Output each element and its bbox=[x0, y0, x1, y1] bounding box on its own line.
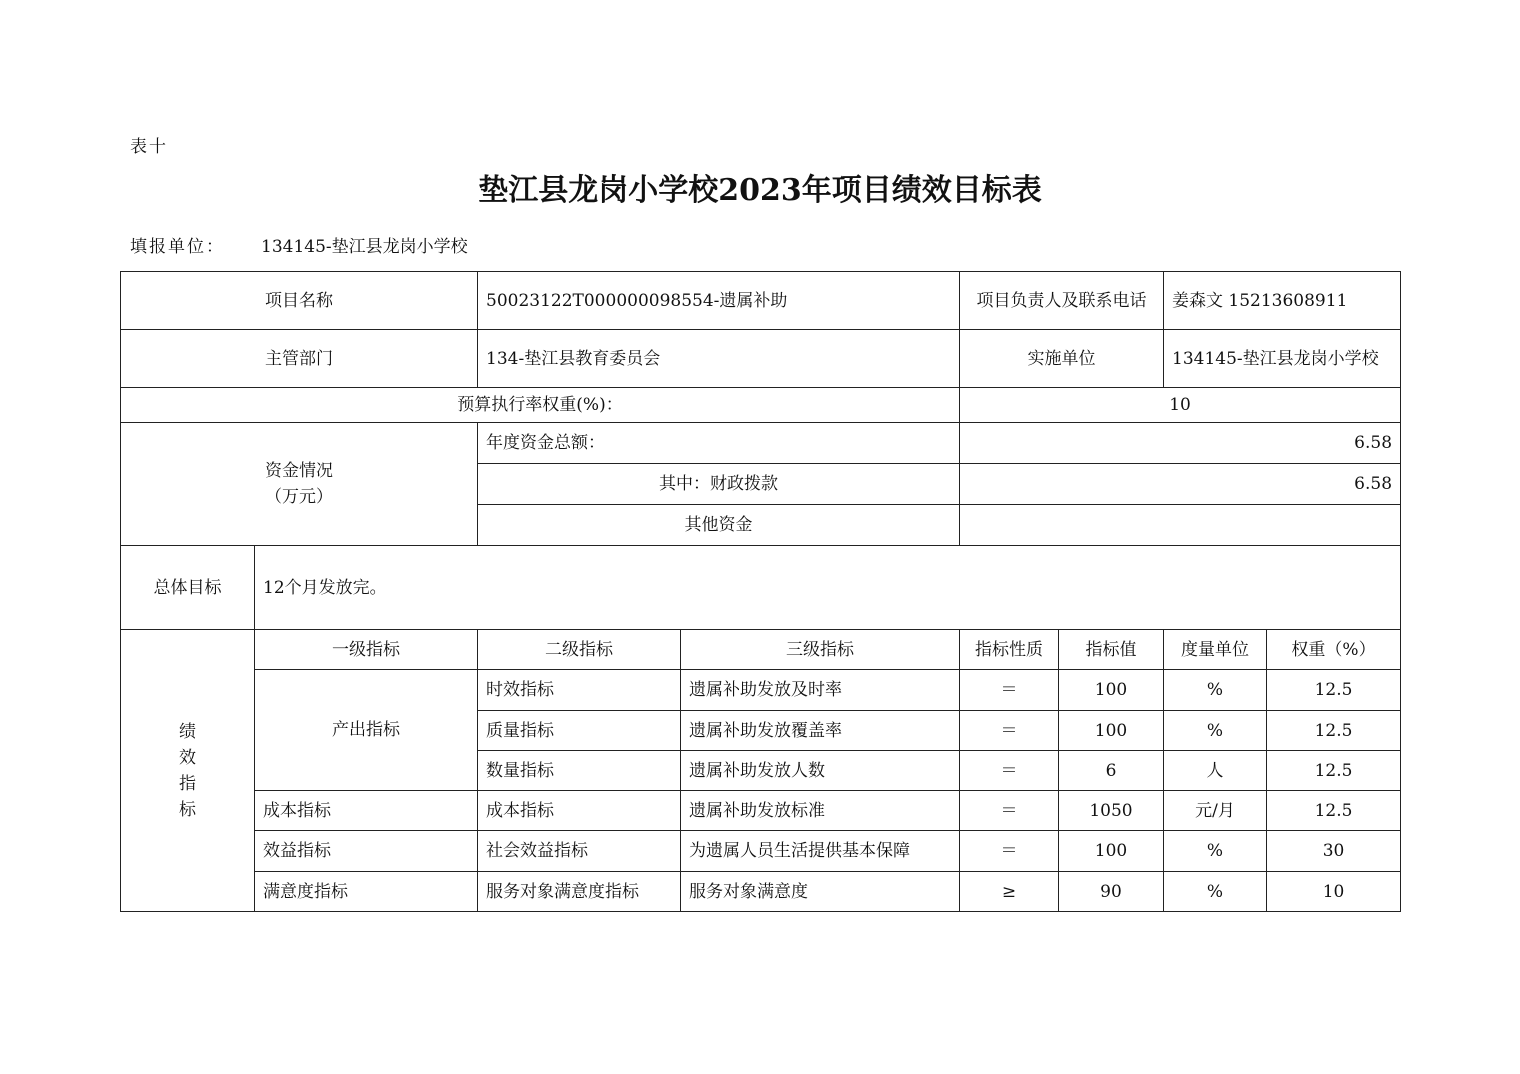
funds-fiscal-value: 6.58 bbox=[960, 464, 1401, 505]
project-name-row bbox=[121, 272, 1401, 330]
nature-cell: ＝ bbox=[960, 711, 1059, 751]
value-cell: 100 bbox=[1059, 670, 1164, 711]
header-level1: 一级指标 bbox=[255, 630, 478, 670]
weight-cell: 30 bbox=[1267, 831, 1401, 872]
unit-cell: % bbox=[1164, 670, 1267, 711]
project-owner-value: 姜森文 15213608911 bbox=[1164, 272, 1401, 330]
unit-cell: % bbox=[1164, 711, 1267, 751]
funds-total-value: 6.58 bbox=[960, 423, 1401, 464]
level1-cost: 成本指标 bbox=[255, 791, 478, 831]
nature-cell: ＝ bbox=[960, 831, 1059, 872]
implementing-unit-value: 134145-垫江县龙岗小学校 bbox=[1164, 330, 1401, 388]
department-label: 主管部门 bbox=[121, 330, 478, 388]
value-cell: 1050 bbox=[1059, 791, 1164, 831]
filling-unit-label: 填报单位： bbox=[130, 237, 225, 257]
value-cell: 90 bbox=[1059, 872, 1164, 912]
header-weight: 权重（%） bbox=[1267, 630, 1401, 670]
level2-cell: 时效指标 bbox=[478, 670, 681, 711]
funds-label-line2: （万元） bbox=[265, 487, 333, 507]
nature-cell: ＝ bbox=[960, 751, 1059, 791]
funds-other-label: 其他资金 bbox=[478, 505, 960, 546]
funds-total-row bbox=[121, 423, 1401, 464]
section-char: 标 bbox=[179, 799, 196, 820]
section-char: 绩 bbox=[179, 721, 196, 742]
level2-cell: 服务对象满意度指标 bbox=[478, 872, 681, 912]
weight-cell: 12.5 bbox=[1267, 711, 1401, 751]
table-number-label: 表十 bbox=[130, 137, 168, 157]
table-row bbox=[121, 831, 1401, 872]
header-value: 指标值 bbox=[1059, 630, 1164, 670]
implementing-unit-label: 实施单位 bbox=[960, 330, 1164, 388]
table-row bbox=[121, 872, 1401, 912]
project-name-value: 50023122T000000098554-遗属补助 bbox=[478, 272, 960, 330]
department-value: 134-垫江县教育委员会 bbox=[478, 330, 960, 388]
level3-cell: 遗属补助发放标准 bbox=[681, 791, 960, 831]
level3-cell: 遗属补助发放覆盖率 bbox=[681, 711, 960, 751]
unit-cell: % bbox=[1164, 872, 1267, 912]
document-title: 垫江县龙岗小学校2023年项目绩效目标表 bbox=[478, 173, 1042, 208]
filling-unit-value: 134145-垫江县龙岗小学校 bbox=[261, 237, 468, 257]
project-name-label: 项目名称 bbox=[121, 272, 478, 330]
budget-rate-row bbox=[121, 388, 1401, 423]
overall-goal-label: 总体目标 bbox=[121, 546, 255, 630]
section-char: 效 bbox=[179, 747, 196, 768]
value-cell: 6 bbox=[1059, 751, 1164, 791]
funds-other-value bbox=[960, 505, 1401, 546]
level3-cell: 服务对象满意度 bbox=[681, 872, 960, 912]
level1-benefit: 效益指标 bbox=[255, 831, 478, 872]
section-char: 指 bbox=[179, 773, 196, 794]
unit-cell: % bbox=[1164, 831, 1267, 872]
project-owner-label: 项目负责人及联系电话 bbox=[960, 272, 1164, 330]
value-cell: 100 bbox=[1059, 831, 1164, 872]
header-nature: 指标性质 bbox=[960, 630, 1059, 670]
performance-target-table bbox=[120, 271, 1401, 912]
nature-cell: ＝ bbox=[960, 670, 1059, 711]
unit-cell: 元/月 bbox=[1164, 791, 1267, 831]
funds-fiscal-label: 其中：财政拨款 bbox=[478, 464, 960, 505]
header-level2: 二级指标 bbox=[478, 630, 681, 670]
value-cell: 100 bbox=[1059, 711, 1164, 751]
nature-cell: ＝ bbox=[960, 791, 1059, 831]
weight-cell: 12.5 bbox=[1267, 670, 1401, 711]
overall-goal-row bbox=[121, 546, 1401, 630]
level2-cell: 社会效益指标 bbox=[478, 831, 681, 872]
table-row bbox=[121, 791, 1401, 831]
level3-cell: 遗属补助发放人数 bbox=[681, 751, 960, 791]
level3-cell: 遗属补助发放及时率 bbox=[681, 670, 960, 711]
department-row bbox=[121, 330, 1401, 388]
table-row bbox=[121, 670, 1401, 711]
filling-unit bbox=[130, 232, 468, 257]
funds-label bbox=[121, 423, 478, 546]
level2-cell: 数量指标 bbox=[478, 751, 681, 791]
overall-goal-value: 12个月发放完。 bbox=[255, 546, 1401, 630]
funds-label-line1: 资金情况 bbox=[265, 461, 333, 481]
header-level3: 三级指标 bbox=[681, 630, 960, 670]
budget-rate-value: 10 bbox=[960, 388, 1401, 423]
level1-output: 产出指标 bbox=[255, 670, 478, 791]
weight-cell: 10 bbox=[1267, 872, 1401, 912]
header-unit: 度量单位 bbox=[1164, 630, 1267, 670]
nature-cell: ≥ bbox=[960, 872, 1059, 912]
indicator-header-row bbox=[121, 630, 1401, 670]
weight-cell: 12.5 bbox=[1267, 791, 1401, 831]
level2-cell: 质量指标 bbox=[478, 711, 681, 751]
weight-cell: 12.5 bbox=[1267, 751, 1401, 791]
level2-cell: 成本指标 bbox=[478, 791, 681, 831]
level1-satisfaction: 满意度指标 bbox=[255, 872, 478, 912]
unit-cell: 人 bbox=[1164, 751, 1267, 791]
budget-rate-label: 预算执行率权重(%)： bbox=[121, 388, 960, 423]
level3-cell: 为遗属人员生活提供基本保障 bbox=[681, 831, 960, 872]
funds-total-label: 年度资金总额： bbox=[478, 423, 960, 464]
performance-indicator-label bbox=[121, 630, 255, 912]
